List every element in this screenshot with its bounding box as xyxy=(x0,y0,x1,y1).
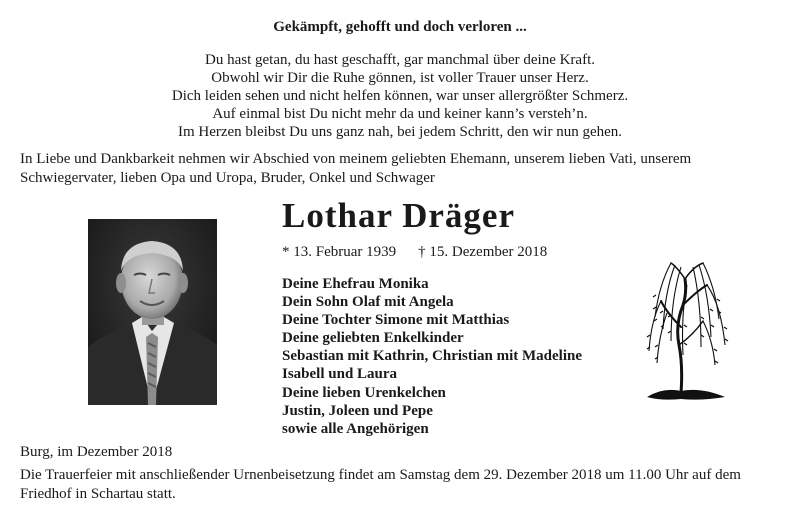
deceased-name: Lothar Dräger xyxy=(282,196,515,235)
place-and-date: Burg, im Dezember 2018 xyxy=(20,444,173,460)
poem-line: Du hast getan, du hast geschafft, gar manchmal über deine Kraft. xyxy=(205,52,595,68)
mourner-line: Deine Tochter Simone mit Matthias xyxy=(282,312,510,329)
farewell-intro: In Liebe und Dankbarkeit nehmen wir Abschied von meinem geliebten Ehemann, unserem lieben Vati, unserem Schwiegervater, lieben Opa und Uropa, Bruder, Onkel und Schwager xyxy=(20,151,692,186)
portrait-photo xyxy=(88,219,217,405)
mourner-line: Deine geliebten Enkelkinder xyxy=(282,330,464,347)
weeping-willow-icon xyxy=(641,255,731,400)
poem-line: Obwohl wir Dir die Ruhe gönnen, ist voller Trauer unser Herz. xyxy=(211,70,589,86)
poem xyxy=(0,51,800,141)
poem-line: Auf einmal bist Du nicht mehr da und keiner kann’s versteh’n. xyxy=(212,106,588,122)
mourner-line: Isabell und Laura xyxy=(282,366,398,383)
mourners-list xyxy=(282,275,582,438)
life-dates xyxy=(282,244,547,261)
poem-line: Im Herzen bleibst Du uns ganz nah, bei jedem Schritt, den wir nun gehen. xyxy=(177,124,623,140)
mourner-line: sowie alle Angehörigen xyxy=(282,420,429,437)
mourner-line: Dein Sohn Olaf mit Angela xyxy=(282,294,454,311)
funeral-notice: Die Trauerfeier mit anschließender Urnenbeisetzung findet am Samstag dem 29. Dezember 2018 um 11.00 Uhr auf dem Friedhof in Schartau statt. xyxy=(20,467,741,502)
mourner-line: Justin, Joleen und Pepe xyxy=(282,402,433,419)
death-date: † 15. Dezember 2018 xyxy=(418,244,548,260)
mourner-line: Deine lieben Urenkelchen xyxy=(282,384,446,401)
portrait-photo-icon xyxy=(88,219,217,405)
birth-date: * 13. Februar 1939 xyxy=(282,244,397,260)
mourner-line: Sebastian mit Kathrin, Christian mit Madeline xyxy=(282,348,583,365)
poem-line: Dich leiden sehen und nicht helfen können, war unser allergrößter Schmerz. xyxy=(171,88,629,104)
poem-heading: Gekämpft, gehofft und doch verloren ... xyxy=(273,19,527,35)
mourner-line: Deine Ehefrau Monika xyxy=(282,276,429,292)
